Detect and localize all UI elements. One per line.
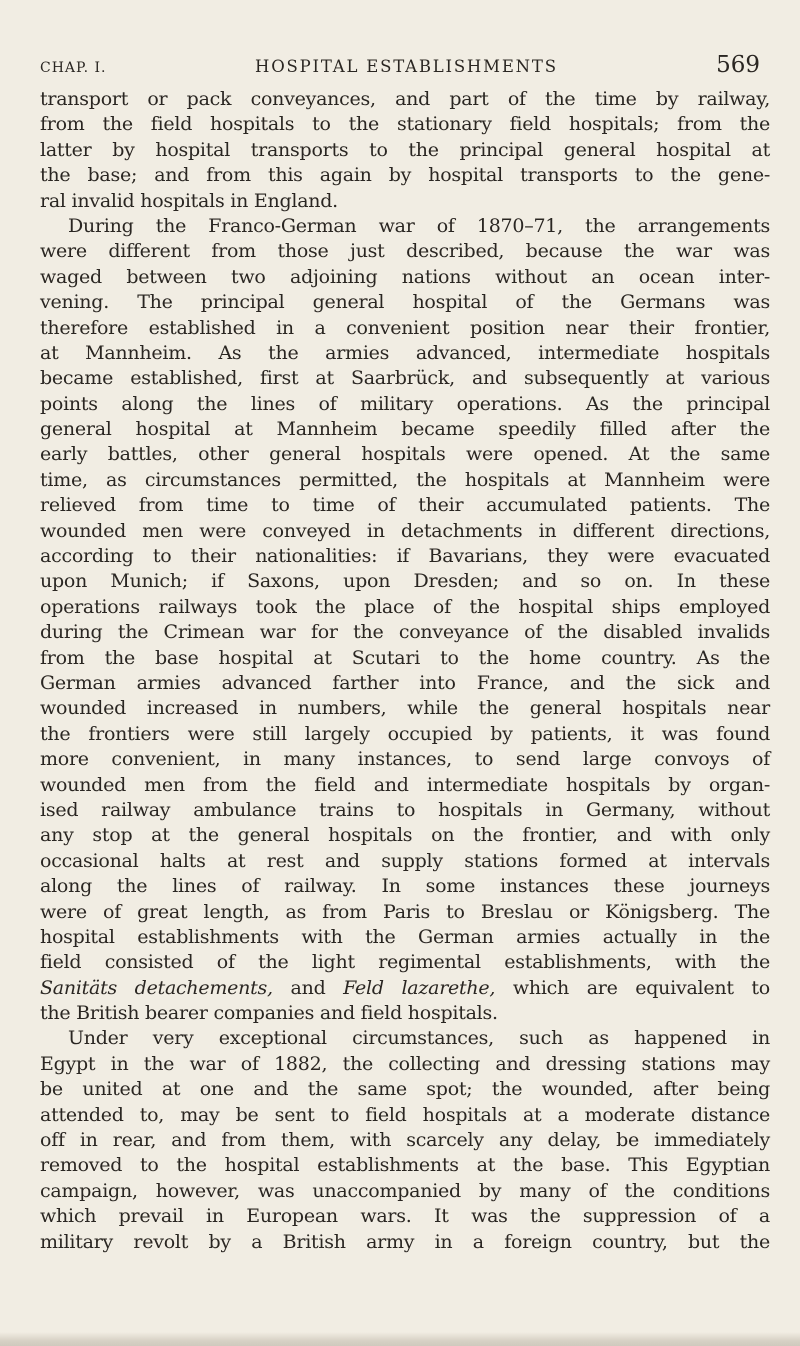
text-line: Egypt in the war of 1882, the collecting and dressing stations may (40, 1052, 770, 1075)
chapter-label: CHAP. I. (40, 60, 107, 76)
text-line: from the field hospitals to the stationary field hospitals; from the (40, 113, 770, 136)
text-line: were of great length, as from Paris to Breslau or Königsberg. The (40, 900, 770, 923)
text-fragment: and (272, 976, 344, 999)
italic-term: Feld lazarethe, (343, 976, 496, 999)
text-line: more convenient, in many instances, to send large convoys of (40, 748, 770, 771)
text-line: upon Munich; if Saxons, upon Dresden; and so on. In these (40, 570, 770, 593)
text-line: were different from those just described, because the war was (40, 240, 770, 263)
text-line: military revolt by a British army in a foreign country, but the (40, 1230, 770, 1253)
text-line: which prevail in European wars. It was the suppression of a (40, 1205, 770, 1228)
text-line: from the base hospital at Scutari to the home country. As the (40, 646, 770, 669)
text-fragment: which are equivalent to (495, 976, 770, 999)
text-line: ised railway ambulance trains to hospitals in Germany, without (40, 798, 770, 821)
text-line: relieved from time to time of their accumulated patients. The (40, 494, 770, 517)
page-edge-shadow (0, 1332, 800, 1346)
text-line: wounded men were conveyed in detachments in different directions, (40, 519, 770, 542)
text-line: during the Crimean war for the conveyance of the disabled invalids (40, 621, 770, 644)
running-head (40, 52, 760, 82)
text-line: ral invalid hospitals in England. (40, 189, 338, 212)
text-line: the British bearer companies and field hospitals. (40, 1002, 498, 1025)
text-line: German armies advanced farther into France, and the sick and (40, 671, 770, 694)
text-line: field consisted of the light regimental establishments, with the (40, 951, 770, 974)
body-text (40, 87, 770, 1255)
text-line: the frontiers were still largely occupied by patients, it was found (40, 722, 770, 745)
text-line: During the Franco-German war of 1870–71, the arrangements (68, 214, 770, 237)
text-line: wounded men from the field and intermediate hospitals by organ- (40, 773, 770, 796)
text-line: transport or pack conveyances, and part of the time by railway, (40, 88, 770, 110)
text-line: wounded increased in numbers, while the general hospitals near (40, 697, 770, 720)
text-line: according to their nationalities: if Bavarians, they were evacuated (40, 545, 770, 568)
text-line-mixed (40, 976, 770, 1001)
running-title: HOSPITAL ESTABLISHMENTS (255, 57, 558, 76)
text-line: off in rear, and from them, with scarcely any delay, be immediately (40, 1129, 770, 1152)
text-line: removed to the hospital establishments at the base. This Egyptian (40, 1154, 770, 1177)
text-line: became established, first at Saarbrück, and subsequently at various (40, 367, 770, 390)
text-line: general hospital at Mannheim became speedily filled after the (40, 418, 770, 441)
text-line: at Mannheim. As the armies advanced, intermediate hospitals (40, 341, 770, 364)
text-line: vening. The principal general hospital of the Germans was (40, 291, 770, 314)
text-line: points along the lines of military operations. As the principal (40, 392, 770, 415)
text-line: hospital establishments with the German armies actually in the (40, 925, 770, 948)
italic-term: Sanitäts detachements, (40, 976, 273, 999)
text-line: operations railways took the place of the hospital ships employed (40, 595, 770, 618)
page-number: 569 (716, 52, 760, 78)
text-line: the base; and from this again by hospital transports to the gene- (40, 164, 770, 187)
text-line: any stop at the general hospitals on the frontier, and with only (40, 824, 770, 847)
text-line: time, as circumstances permitted, the hospitals at Mannheim were (40, 468, 770, 491)
text-line: campaign, however, was unaccompanied by many of the conditions (40, 1179, 770, 1202)
text-line: attended to, may be sent to field hospitals at a moderate distance (40, 1103, 770, 1126)
text-line: waged between two adjoining nations without an ocean inter- (40, 265, 770, 288)
text-line: therefore established in a convenient position near their frontier, (40, 316, 770, 339)
text-line: latter by hospital transports to the principal general hospital at (40, 138, 770, 161)
text-line: be united at one and the same spot; the wounded, after being (40, 1078, 770, 1101)
text-line: occasional halts at rest and supply stations formed at intervals (40, 849, 770, 872)
text-line: Under very exceptional circumstances, such as happened in (68, 1027, 770, 1050)
text-line: early battles, other general hospitals were opened. At the same (40, 443, 770, 466)
text-line: along the lines of railway. In some instances these journeys (40, 875, 770, 898)
